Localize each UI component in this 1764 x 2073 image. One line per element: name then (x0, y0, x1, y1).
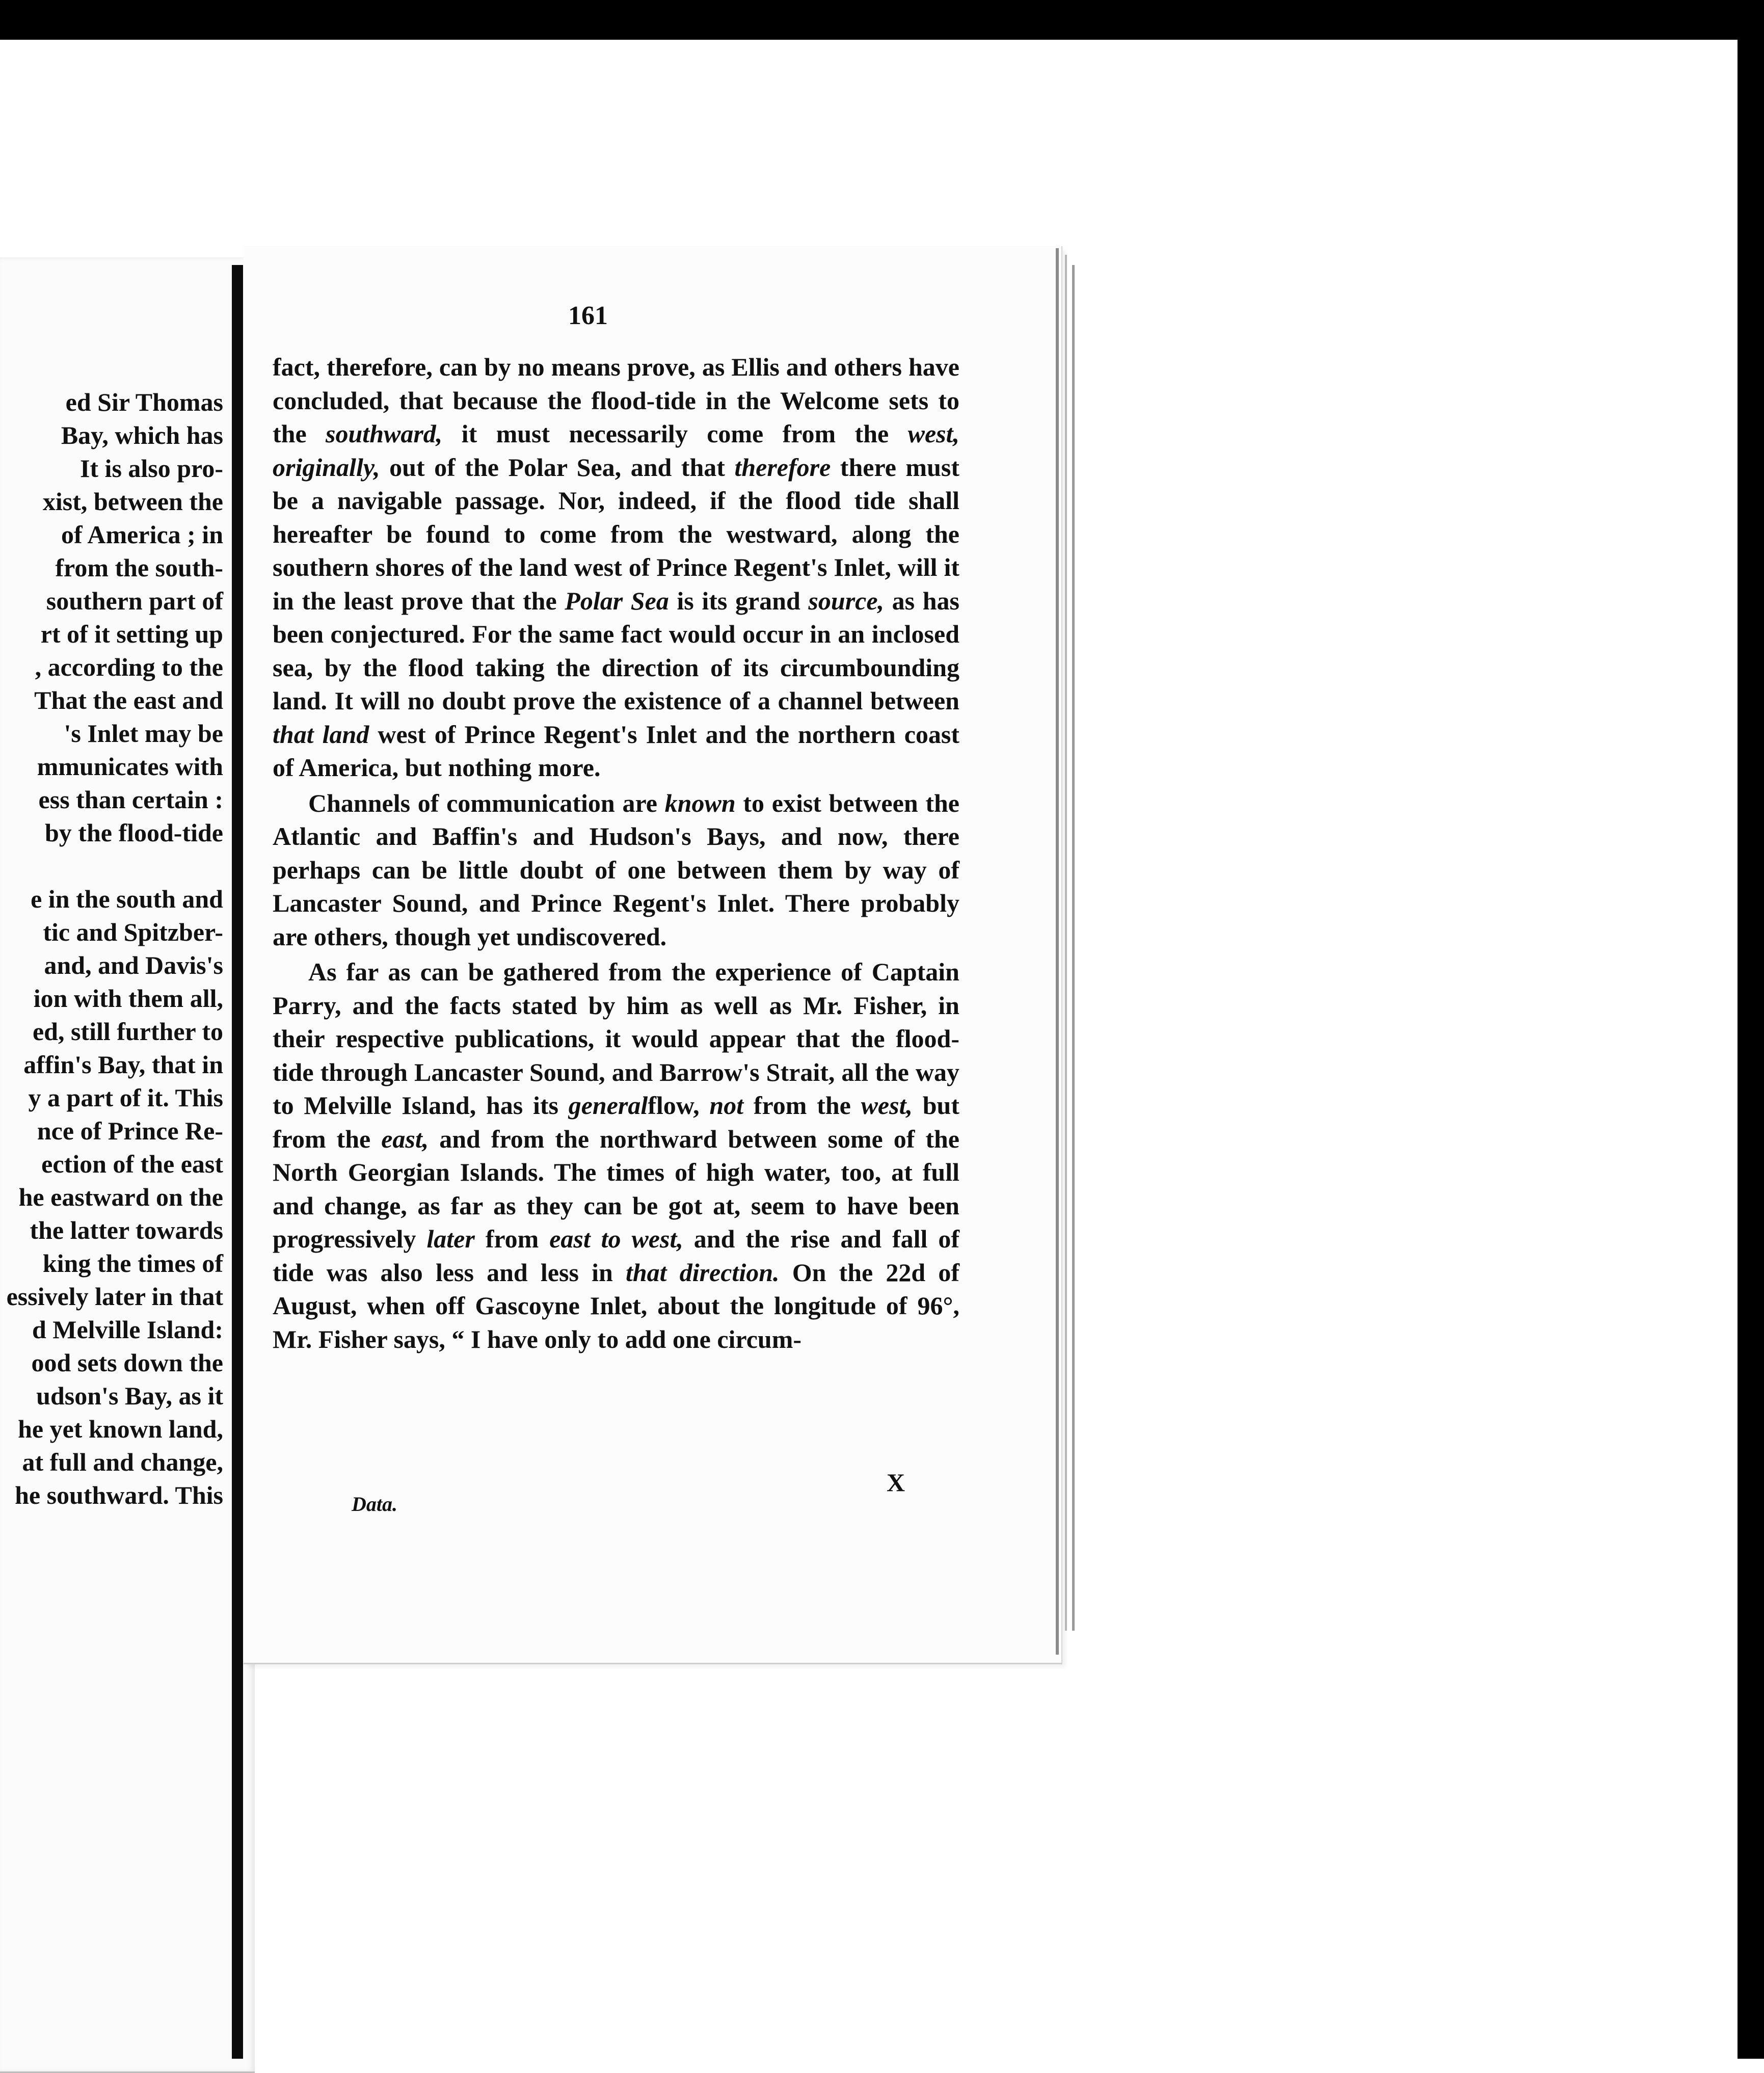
scan-border-right (1738, 0, 1764, 2059)
text-run: it must necessarily come from the (442, 419, 908, 448)
text-run: and the rise and fall of tide was also less and less in (273, 1225, 959, 1287)
left-line: Bay, which has (61, 421, 223, 449)
signature-catchword: Data. (352, 1493, 397, 1516)
left-line: It is also pro- (79, 454, 223, 483)
paragraph-1 (273, 351, 959, 785)
left-line: ed Sir Thomas (65, 388, 223, 416)
left-line: d Melville Island: (32, 1315, 223, 1344)
italic-run: east, (381, 1124, 429, 1153)
left-line: y a part of it. This (28, 1083, 223, 1112)
left-line: That the east and (34, 686, 223, 714)
scan-border-top (0, 0, 1764, 40)
text-run: there must be a navigable passage. Nor, indeed, if the flood tide shall hereafter be found to come from the westward, along the southern shores of the land west of Prince Regent's Inlet, will it in the least prove that the (273, 453, 959, 615)
book-gutter (232, 265, 243, 2059)
left-line: tic and Spitzber- (43, 918, 223, 946)
page-edge (1065, 255, 1067, 1631)
left-line: mmunicates with (37, 752, 223, 781)
left-line: from the south- (55, 553, 223, 582)
left-page (0, 257, 255, 2073)
left-line: of America ; in (61, 520, 223, 549)
left-line: e in the south and (31, 885, 223, 913)
text-run: out of the Polar Sea, and that (380, 453, 735, 482)
page-number: 161 (568, 301, 608, 330)
italic-run: therefore (734, 453, 831, 482)
italic-run: west, (861, 1091, 913, 1120)
italic-run: southward, (326, 419, 443, 448)
left-line: rt of it setting up (40, 620, 223, 648)
left-line: nce of Prince Re- (37, 1117, 223, 1145)
paragraph-3 (273, 955, 959, 1356)
left-line: ood sets down the (31, 1348, 223, 1377)
italic-run: later (426, 1225, 475, 1253)
italic-run: west, originally, (273, 419, 959, 482)
italic-run: general (568, 1091, 648, 1120)
page-body (273, 351, 959, 1356)
left-line: he southward. This (15, 1481, 223, 1509)
text-run: but from the (273, 1091, 959, 1153)
left-line: at full and change, (22, 1448, 223, 1476)
left-line: ess than certain : (38, 785, 223, 814)
italic-run: not (709, 1091, 744, 1120)
left-line: essively later in that (6, 1282, 223, 1311)
italic-run: Polar Sea (565, 586, 669, 615)
italic-run: that land (273, 720, 369, 749)
text-run: flow, (648, 1091, 710, 1120)
text-run: On the 22d of August, when off Gascoyne Inlet, about the longitude of 96°, Mr. Fisher says, “ I have only to add one circum- (273, 1258, 960, 1353)
left-line: ection of the east (41, 1150, 223, 1178)
italic-run: east to west, (549, 1225, 683, 1253)
paragraph-2 (273, 787, 959, 954)
text-run: to exist between the Atlantic and Baffin's and Hudson's Bays, and now, there perhaps can be little doubt of one between them by way of Lancaster Sound, and Prince Regent's Inlet. There probably are others, though yet undiscovered. (273, 788, 959, 951)
text-run: and from the northward between some of the North Georgian Islands. The times of high water, too, at full and change, as far as they can be got at, seem to have been progressively (273, 1124, 959, 1253)
text-run: west of Prince Regent's Inlet and the northern coast of America, but nothing more. (273, 720, 959, 782)
text-run: fact, therefore, can by no means prove, as Ellis and others have concluded, that because the flood-tide in the Welcome sets to the (273, 353, 959, 448)
left-line: he eastward on the (18, 1183, 223, 1211)
sheet-mark: X (887, 1468, 905, 1497)
left-line: , according to the (35, 653, 223, 681)
page-edge (1056, 248, 1059, 1655)
left-line: southern part of (46, 587, 223, 615)
italic-run: that direction. (625, 1258, 780, 1287)
left-line: by the flood-tide (45, 818, 223, 847)
left-line: ion with them all, (33, 984, 223, 1013)
left-line: affin's Bay, that in (23, 1050, 223, 1079)
italic-run: source, (808, 586, 885, 615)
left-line: king the times of (42, 1249, 223, 1278)
left-page-text (0, 386, 223, 1512)
left-line (0, 849, 223, 883)
left-line: the latter towards (30, 1216, 223, 1244)
text-run: from (474, 1225, 550, 1253)
italic-run: known (664, 788, 736, 817)
left-line: 's Inlet may be (64, 719, 223, 748)
left-line: xist, between the (42, 487, 223, 516)
text-run: Channels of communication are (308, 788, 665, 817)
page-edge (1072, 265, 1075, 1631)
text-run: is its grand (669, 586, 809, 615)
text-run: as has been conjectured. For the same fact would occur in an inclosed sea, by the flood taking the direction of its circumbounding land. It will no doubt prove the existence of a channel between (273, 586, 959, 715)
left-line: udson's Bay, as it (36, 1381, 223, 1410)
text-run: As far as can be gathered from the experience of Captain Parry, and the facts stated by him as well as Mr. Fisher, in their respective publications, it would appear that the flood-tide through Lancaster Sound, and Barrow's Strait, all the way to Melville Island, has its (273, 958, 959, 1120)
text-run: from the (743, 1091, 861, 1120)
left-line: ed, still further to (32, 1017, 223, 1046)
left-line: he yet known land, (18, 1415, 223, 1443)
left-line: and, and Davis's (44, 951, 223, 979)
